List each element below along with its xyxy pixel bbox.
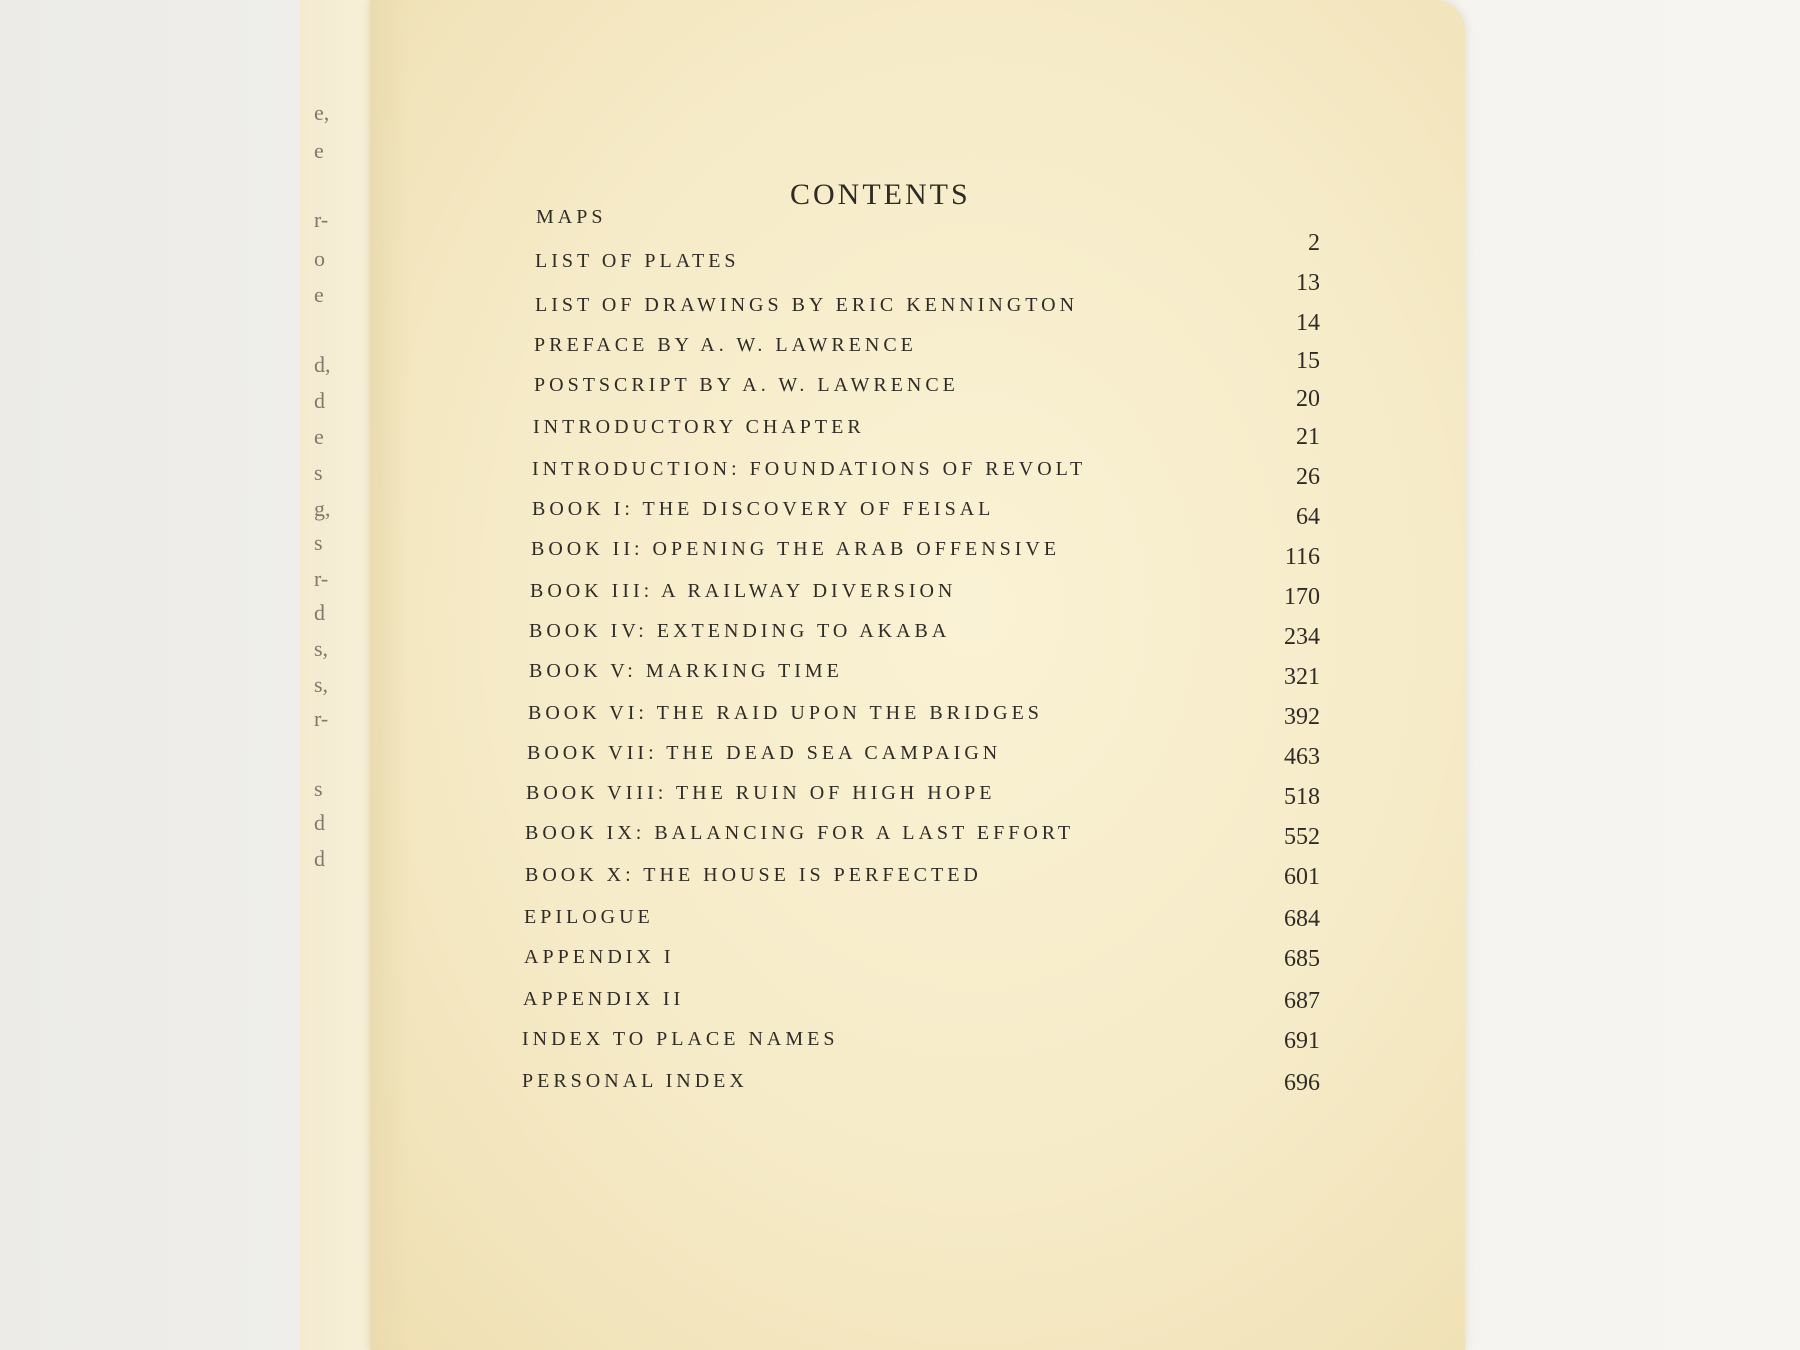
toc-entry-page: 518 (1284, 784, 1320, 810)
toc-entry (370, 1070, 1465, 1100)
bleed-text: e, (314, 100, 330, 125)
contents-heading: CONTENTS (790, 178, 971, 211)
toc-entry-label: BOOK IX: BALANCING FOR A LAST EFFORT (525, 822, 1075, 844)
toc-entry (370, 660, 1465, 690)
toc-entry-label: BOOK VII: THE DEAD SEA CAMPAIGN (527, 742, 1002, 764)
toc-entry (370, 864, 1465, 894)
toc-entry (370, 702, 1465, 732)
toc-entry (370, 906, 1465, 936)
toc-entry-page: 13 (1296, 270, 1320, 296)
toc-entry (370, 416, 1465, 450)
bleed-text: g, (314, 496, 331, 521)
bleed-text: r- (314, 566, 329, 591)
toc-entry-label: LIST OF DRAWINGS BY ERIC KENNINGTON (535, 294, 1079, 316)
toc-entry-label: POSTSCRIPT BY A. W. LAWRENCE (534, 374, 959, 396)
toc-entry (370, 620, 1465, 650)
toc-entry-page: 463 (1284, 744, 1320, 770)
toc-entry-label: INTRODUCTION: FOUNDATIONS OF REVOLT (532, 458, 1087, 480)
bleed-text: d, (314, 352, 331, 377)
toc-entry (370, 580, 1465, 610)
bleed-text: d (314, 600, 325, 625)
toc-entry-page: 234 (1284, 624, 1320, 650)
toc-entry-label: PREFACE BY A. W. LAWRENCE (534, 334, 917, 356)
toc-entry-page: 684 (1284, 906, 1320, 932)
toc-entry (370, 1028, 1465, 1058)
toc-entry-page: 64 (1296, 504, 1320, 530)
toc-entry-label: INTRODUCTORY CHAPTER (533, 416, 865, 438)
toc-entry-label: INDEX TO PLACE NAMES (522, 1028, 839, 1050)
toc-entry-page: 696 (1284, 1070, 1320, 1096)
toc-entry-page: 691 (1284, 1028, 1320, 1054)
toc-entry (370, 538, 1465, 568)
toc-entry (370, 334, 1465, 374)
toc-entry (370, 822, 1465, 852)
bleed-text: d (314, 846, 325, 871)
toc-entry-label: LIST OF PLATES (535, 250, 740, 272)
toc-entry (370, 374, 1465, 412)
bleed-text: s (314, 460, 323, 485)
bleed-text: e (314, 282, 324, 307)
toc-entry (370, 250, 1465, 296)
toc-entry-label: MAPS (536, 206, 607, 228)
bleed-text: d (314, 810, 325, 835)
toc-entry-page: 687 (1284, 988, 1320, 1014)
toc-entry-label: APPENDIX I (524, 946, 675, 968)
toc-entry-page: 116 (1284, 544, 1320, 570)
bleed-text: r- (314, 706, 329, 731)
table-of-contents (370, 0, 1465, 1350)
bleed-text: s, (314, 672, 329, 697)
toc-entry-label: BOOK VIII: THE RUIN OF HIGH HOPE (526, 782, 996, 804)
toc-entry-label: BOOK I: THE DISCOVERY OF FEISAL (532, 498, 995, 520)
bleed-text: o (314, 246, 325, 271)
contents-page (370, 0, 1465, 1350)
toc-entry-page: 685 (1284, 946, 1320, 972)
toc-entry-page: 552 (1284, 824, 1320, 850)
bleed-text: s (314, 530, 323, 555)
toc-entry-page: 601 (1284, 864, 1320, 890)
toc-entry-page: 21 (1296, 424, 1320, 450)
toc-entry-label: BOOK II: OPENING THE ARAB OFFENSIVE (531, 538, 1061, 560)
bleed-text: e (314, 138, 324, 163)
toc-entry-page: 14 (1296, 310, 1320, 336)
toc-entry-label: EPILOGUE (524, 906, 654, 928)
bleed-text: s, (314, 636, 329, 661)
toc-entry-page: 26 (1296, 464, 1320, 490)
toc-entry (370, 742, 1465, 772)
toc-entry-page: 15 (1296, 348, 1320, 374)
toc-entry (370, 498, 1465, 528)
toc-entry-page: 321 (1284, 664, 1320, 690)
bleed-text: r- (314, 207, 329, 232)
toc-entry (370, 458, 1465, 488)
toc-entry-label: BOOK IV: EXTENDING TO AKABA (529, 620, 951, 642)
toc-entry (370, 988, 1465, 1018)
toc-entry-page: 170 (1284, 584, 1320, 610)
toc-entry-label: BOOK VI: THE RAID UPON THE BRIDGES (528, 702, 1043, 724)
toc-entry-page: 392 (1284, 704, 1320, 730)
toc-entry-label: BOOK V: MARKING TIME (529, 660, 843, 682)
toc-entry (370, 782, 1465, 812)
bleed-text: d (314, 388, 325, 413)
toc-entry (370, 206, 1465, 256)
toc-entry-label: APPENDIX II (523, 988, 685, 1010)
toc-entry (370, 946, 1465, 976)
toc-entry (370, 294, 1465, 336)
toc-entry-label: PERSONAL INDEX (522, 1070, 748, 1092)
bleed-text: s (314, 776, 323, 801)
toc-entry-page: 20 (1296, 386, 1320, 412)
toc-entry-label: BOOK III: A RAILWAY DIVERSION (530, 580, 957, 602)
bleed-text: e (314, 424, 324, 449)
toc-entry-label: BOOK X: THE HOUSE IS PERFECTED (525, 864, 982, 886)
toc-entry-page: 2 (1308, 230, 1320, 256)
